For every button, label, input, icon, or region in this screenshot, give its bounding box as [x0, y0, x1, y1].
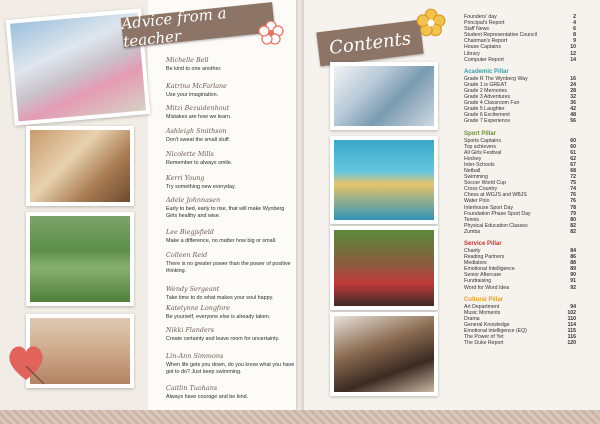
teacher-name: Kerri Young	[166, 174, 205, 182]
toc-entry[interactable]	[464, 229, 576, 235]
toc-page-number: 92	[570, 284, 576, 291]
toc-page-number: 16	[570, 75, 576, 82]
toc-entry-label: Fundraising	[464, 278, 492, 285]
toc-page-number: 80	[570, 216, 576, 223]
contents-title: Contents	[327, 27, 413, 59]
toc-page-number: 67	[570, 161, 576, 168]
toc-entry[interactable]	[464, 285, 576, 291]
toc-entry-label: Chairman's Report	[464, 38, 508, 45]
toc-entry[interactable]	[464, 57, 576, 63]
teacher-quote	[166, 228, 296, 245]
toc-entry-label: Hockey	[464, 155, 482, 162]
quote-text: Be kind to one another.	[166, 66, 222, 72]
toc-page-number: 62	[570, 155, 576, 162]
toc-page-number: 120	[567, 340, 576, 347]
page-title: Advice from a teacher	[120, 4, 228, 51]
toc-entry-label: Word for Word Idea	[464, 284, 510, 291]
toc-page-number: 72	[570, 174, 576, 181]
toc-page-number: 86	[570, 254, 576, 261]
quote-text: Early to bed, early to rise, that will make Wynberg Girls healthy and wise.	[166, 206, 285, 219]
toc-page-number: 68	[570, 167, 576, 174]
quote-text: Mistakes are how we learn.	[166, 114, 232, 120]
toc-entry-label: The Power of Yet	[464, 334, 504, 341]
toc-entry-label: Soccer World Cup	[464, 180, 506, 187]
teacher-quote	[166, 384, 296, 401]
toc-page-number: 36	[570, 100, 576, 107]
flower-icon	[416, 8, 446, 38]
teacher-quote	[166, 127, 296, 144]
teacher-name: Katrina McFarlane	[166, 82, 227, 90]
toc-entry-label: Sports Captains	[464, 137, 501, 144]
toc-section-title: Service Pillar	[464, 241, 502, 247]
teacher-name: Colleen Reid	[166, 251, 208, 259]
toc-entry-label: Tennis	[464, 216, 479, 223]
toc-page-number: 115	[567, 328, 576, 335]
quote-text: Don't sweat the small stuff.	[166, 137, 231, 143]
quote-text: When life gets you down, do you know what you have got to do? Just keep swimming.	[166, 362, 295, 375]
toc-page-number: 12	[570, 50, 576, 57]
page-gutter	[296, 0, 304, 424]
photo-swimmers	[330, 136, 438, 224]
toc-page-number: 2	[573, 14, 576, 20]
photo-field-group	[26, 212, 134, 306]
toc-page-number: 76	[570, 198, 576, 205]
toc-page-number: 84	[570, 248, 576, 254]
teacher-quote	[166, 304, 296, 321]
toc-entry-label: Top achievers	[464, 143, 497, 150]
toc-entry-label: House Captains	[464, 44, 501, 51]
toc-entry-label: Inter-Schools	[464, 161, 495, 168]
toc-page-number: 114	[567, 321, 576, 328]
quote-text: Make a difference, no matter how big or small.	[166, 238, 277, 244]
toc-entry-label: Grade 2 Memories	[464, 87, 507, 94]
teacher-name: Caitlin Tuohans	[166, 384, 218, 392]
toc-page-number: 74	[570, 186, 576, 193]
toc-page-number: 32	[570, 94, 576, 101]
teacher-quote	[166, 196, 296, 220]
toc-entry-label: Music Moments	[464, 309, 501, 316]
toc-entry-label: Library	[464, 50, 480, 57]
toc-entry-label: Founders' day	[464, 14, 497, 20]
toc-entry-label: Computer Report	[464, 56, 504, 63]
toc-entry-label: Art Department	[464, 303, 500, 310]
quote-text: Try something new everyday.	[166, 184, 236, 190]
toc-entry-label: Water Polo	[464, 198, 490, 205]
teacher-name: Nicolette Mills	[166, 150, 214, 158]
toc-page-number: 8	[573, 32, 576, 39]
toc-entry-label: Grade 7 Experience	[464, 118, 511, 125]
toc-entry-label: Netball	[464, 167, 481, 174]
toc-entry-label: Senior Aftercare	[464, 272, 502, 279]
toc-page-number: 89	[570, 266, 576, 273]
teacher-name: Mitzi Bezuidenhout	[166, 104, 230, 112]
toc-entry-label: Interhouse Sport Day	[464, 204, 514, 211]
toc-page-number: 88	[570, 260, 576, 267]
teacher-quote	[166, 104, 296, 121]
toc-section-title: Academic Pillar	[464, 68, 509, 75]
bottom-border	[0, 410, 600, 424]
toc-entry-label: Principal's Report	[464, 20, 505, 27]
toc-page-number: 94	[570, 303, 576, 310]
toc-entry-label: Swimming	[464, 174, 488, 181]
teacher-name: Michelle Bell	[166, 56, 209, 64]
toc-page-number: 61	[570, 149, 576, 156]
toc-entry-label: Reading Partners	[464, 254, 505, 261]
toc-entry-label: Grade 6 Excitement	[464, 112, 510, 119]
toc-entry-label: Chess at WGJS and WBJS	[464, 192, 527, 199]
quote-text: Be yourself, everyone else is already taken.	[166, 314, 271, 320]
toc-page-number: 28	[570, 87, 576, 94]
toc-page-number: 48	[570, 112, 576, 119]
teacher-name: Lee Biegjsfield	[166, 228, 214, 236]
toc-page-number: 42	[570, 106, 576, 113]
toc-page-number: 82	[570, 228, 576, 235]
toc-entry-label: Grade 3 Adventures	[464, 94, 511, 101]
photo-violinist	[330, 312, 438, 396]
toc-entry-label: Emotional intelligence (EQ)	[464, 328, 527, 335]
teacher-name: Ashleigh Smithson	[166, 127, 227, 135]
toc-entry-label: Physical Education Classes	[464, 222, 528, 229]
teacher-quote	[166, 56, 296, 73]
toc-entry-label: Emotional Intelligence	[464, 266, 515, 273]
toc-page-number: 60	[570, 137, 576, 144]
toc-entry-label: Student Representative Council	[464, 32, 537, 39]
toc-page-number: 116	[567, 334, 576, 341]
toc-page-number: 91	[570, 278, 576, 285]
toc-page-number: 90	[570, 272, 576, 279]
toc-entry-label: Staff News	[464, 26, 489, 33]
toc-page-number: 14	[570, 56, 576, 63]
teacher-quote	[166, 174, 296, 191]
teacher-name: Nikki Flanders	[166, 326, 215, 334]
toc-page-number: 78	[570, 204, 576, 211]
quote-text: Remember to always smile.	[166, 160, 233, 166]
toc-entry[interactable]	[464, 118, 576, 124]
toc-page-number: 10	[570, 44, 576, 51]
toc-page-number: 4	[573, 20, 576, 27]
teacher-quote	[166, 82, 296, 99]
teacher-quote	[166, 326, 296, 343]
toc-page-number: 56	[570, 118, 576, 125]
toc-entry-label: Grade 5 Laughter	[464, 106, 505, 113]
photo-class-activity	[26, 126, 134, 206]
teacher-quote	[166, 251, 296, 275]
teacher-name: Wendy Sergeant	[166, 285, 220, 293]
toc-page-number: 102	[567, 309, 576, 316]
toc-page-number: 82	[570, 222, 576, 229]
table-of-contents	[464, 14, 576, 346]
quote-text: Create certainty and leave room for uncertainty.	[166, 336, 280, 342]
toc-page-number: 6	[573, 26, 576, 33]
quote-text: Always have courage and be kind.	[166, 394, 249, 400]
teacher-name: Katelynne Longfore	[166, 304, 230, 312]
toc-entry[interactable]	[464, 340, 576, 346]
heart-icon	[4, 336, 48, 386]
toc-section-title: Cultural Pillar	[464, 296, 504, 303]
toc-entry-label: Foundation Phase Sport Day	[464, 210, 531, 217]
teacher-quote	[166, 352, 296, 376]
toc-entry-label: Grade 1 is GREAT	[464, 81, 507, 88]
teacher-quote	[166, 150, 296, 167]
quote-text: Take time to do what makes your soul happy.	[166, 295, 274, 301]
toc-entry-label: Mediators	[464, 260, 487, 267]
toc-page-number: 75	[570, 180, 576, 187]
toc-entry-label: Cross Country	[464, 186, 498, 193]
toc-page-number: 76	[570, 192, 576, 199]
toc-entry-label: Grade R The Wynberg Way	[464, 75, 528, 82]
toc-entry-label: Grade 4 Classroom Fun	[464, 100, 520, 107]
quote-text: There is no greater power than the power of positive thinking.	[166, 261, 291, 274]
quote-text: Use your imagination.	[166, 92, 219, 98]
toc-entry-label: Drama	[464, 315, 480, 322]
teacher-name: Lin-Ann Simmons	[166, 352, 224, 360]
photo-classroom	[330, 62, 438, 130]
toc-entry-label: All Girls Festival	[464, 149, 502, 156]
toc-entry-label: The Duke Report	[464, 340, 504, 347]
toc-entry-label: Charity	[464, 248, 481, 254]
toc-page-number: 110	[567, 315, 576, 322]
toc-page-number: 24	[570, 81, 576, 88]
photo-friends	[330, 226, 438, 310]
toc-page-number: 79	[570, 210, 576, 217]
toc-page-number: 9	[573, 38, 576, 45]
teacher-name: Adele Johnnasen	[166, 196, 221, 204]
toc-page-number: 60	[570, 143, 576, 150]
teacher-quote	[166, 285, 296, 302]
toc-section-title: Sport Pillar	[464, 130, 497, 137]
toc-entry-label: General Knowledge	[464, 321, 510, 328]
flower-icon	[258, 20, 284, 46]
toc-entry-label: Zumba	[464, 228, 481, 235]
